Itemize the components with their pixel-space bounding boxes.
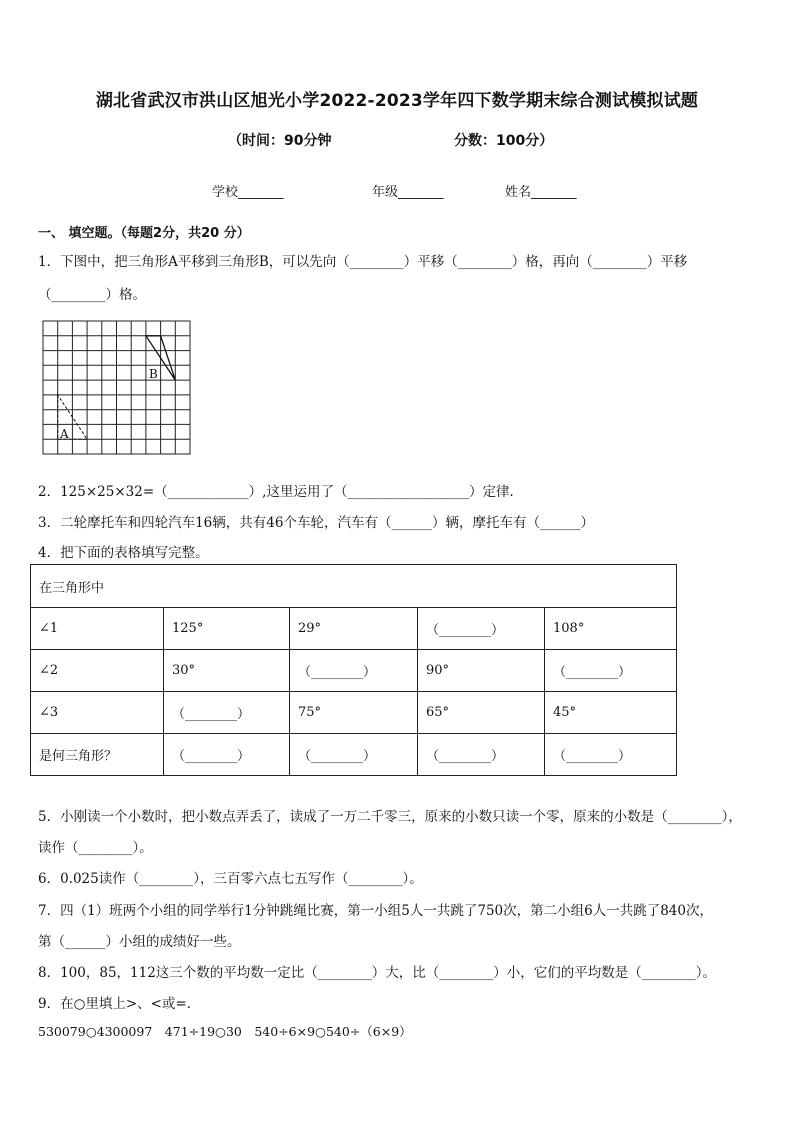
table-cell: ∠1 [31, 608, 164, 650]
triangle-angle-table [30, 564, 677, 776]
grade-field[interactable]: 年级_______ [372, 185, 444, 200]
question-7-line-2: 第（______）小组的成绩好一些。 [38, 934, 241, 950]
translation-grid-figure [42, 320, 192, 456]
question-7-line-1: 7．四（1）班两个小组的同学举行1分钟跳绳比赛，第一小组5人一共跳了750次，第二小组6人一共跳了840次， [38, 903, 713, 919]
question-3: 3．二轮摩托车和四轮汽车16辆，共有46个车轮，汽车有（______）辆，摩托车有（______） [38, 515, 594, 531]
table-cell-blank[interactable]: （________） [418, 608, 545, 650]
table-cell: 108° [545, 608, 677, 650]
question-2: 2．125×25×32=（____________）,这里运用了（__________________）定律． [38, 484, 523, 500]
exam-time: （时间：90分钟 [228, 133, 332, 149]
table-cell: 65° [418, 692, 545, 734]
table-cell: 125° [164, 608, 290, 650]
table-cell-blank[interactable]: （________） [290, 734, 418, 776]
table-cell: 29° [290, 608, 418, 650]
exam-score: 分数：100分） [454, 133, 554, 149]
table-cell: 75° [290, 692, 418, 734]
table-cell: 是何三角形？ [31, 734, 164, 776]
page-title: 湖北省武汉市洪山区旭光小学2022-2023学年四下数学期末综合测试模拟试题 [95, 91, 699, 111]
table-cell-blank[interactable]: （________） [290, 650, 418, 692]
question-4: 4．把下面的表格填写完整。 [38, 545, 209, 561]
table-row [31, 608, 677, 650]
table-row [31, 692, 677, 734]
question-1-line-2: （________）格。 [38, 287, 146, 303]
label-b: B [149, 367, 158, 381]
table-title: 在三角形中 [31, 565, 677, 608]
name-field[interactable]: 姓名_______ [505, 185, 577, 200]
question-6: 6．0.025读作（________），三百零六点七五写作（________）。 [38, 871, 423, 887]
label-a: A [60, 427, 69, 441]
question-9: 9．在○里填上>、<或=． [38, 996, 201, 1012]
table-cell-blank[interactable]: （________） [164, 734, 290, 776]
school-field[interactable]: 学校_______ [212, 185, 284, 200]
table-cell-blank[interactable]: （________） [545, 734, 677, 776]
table-cell: 90° [418, 650, 545, 692]
question-5-line-1: 5．小刚读一个小数时，把小数点弄丢了，读成了一万二千零三，原来的小数只读一个零，原来的小数是（________）， [38, 809, 742, 825]
table-row [31, 734, 677, 776]
question-5-line-2: 读作（________）。 [38, 840, 153, 856]
table-row [31, 650, 677, 692]
table-cell: 30° [164, 650, 290, 692]
table-cell-blank[interactable]: （________） [164, 692, 290, 734]
question-9-items: 530079○4300097 471÷19○30 540÷6×9○540÷（6×9） [38, 1024, 412, 1039]
table-cell-blank[interactable]: （________） [545, 650, 677, 692]
question-8: 8．100，85，112这三个数的平均数一定比（________）大，比（________）小，它们的平均数是（________）。 [38, 965, 717, 981]
table-cell: 45° [545, 692, 677, 734]
table-cell: ∠3 [31, 692, 164, 734]
question-1-line-1: 1．下图中，把三角形A平移到三角形B，可以先向（________）平移（________）格，再向（________）平移 [38, 254, 688, 270]
table-cell-blank[interactable]: （________） [418, 734, 545, 776]
section-heading: 一、 填空题。（每题2分，共20 分） [38, 226, 250, 241]
table-cell: ∠2 [31, 650, 164, 692]
